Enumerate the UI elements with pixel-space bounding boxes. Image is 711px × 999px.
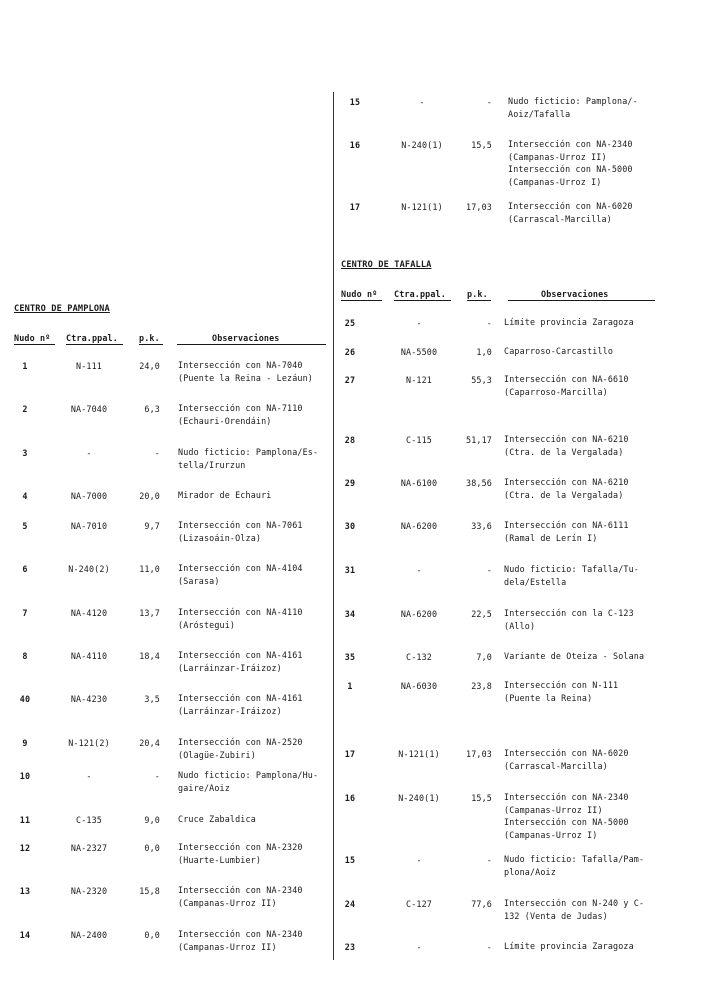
nudo-number: 28 — [344, 435, 356, 445]
nudo-number: 26 — [344, 347, 356, 357]
observation-line: (Carrascal-Marcilla) — [508, 213, 612, 224]
observations — [508, 95, 638, 120]
observation-line: (Olagüe-Zubiri) — [178, 749, 256, 760]
kilometer-point: 51,17 — [466, 435, 492, 445]
nudo-number: 6 — [22, 564, 28, 574]
road-code: - — [86, 448, 92, 458]
observations — [504, 897, 644, 922]
road-code: NA-4230 — [70, 694, 108, 704]
nudo-number: 16 — [344, 793, 356, 803]
observation-line: (Caparroso-Marcilla) — [504, 386, 608, 397]
road-code: N-240(1) — [401, 140, 443, 150]
observation-line: (Puente la Reina) — [504, 692, 593, 703]
header-underline — [139, 344, 163, 345]
observation-line: Intersección con NA-2340 — [508, 139, 633, 149]
kilometer-point: 6,3 — [144, 404, 160, 414]
observations — [504, 476, 629, 501]
kilometer-point: 17,03 — [466, 749, 492, 759]
observation-line: (Ramal de Lerín I) — [504, 532, 598, 543]
nudo-number: 1 — [22, 361, 28, 371]
kilometer-point: 55,3 — [471, 375, 492, 385]
nudo-number: 40 — [19, 694, 31, 704]
observation-line: (Campanas-Urroz II) — [508, 151, 607, 162]
road-code: C-115 — [406, 435, 432, 445]
observation-line: (Campanas-Urroz II) — [504, 804, 603, 815]
nudo-number: 30 — [344, 521, 356, 531]
header-pk: p.k. — [139, 333, 160, 343]
road-code: C-135 — [76, 815, 102, 825]
road-code: - — [86, 771, 92, 781]
road-code: NA-7040 — [70, 404, 108, 414]
observations — [178, 769, 318, 794]
observation-line: Intersección con NA-6210 — [504, 434, 629, 444]
observations — [504, 791, 629, 841]
observations — [504, 373, 629, 398]
road-code: NA-6030 — [400, 681, 438, 691]
kilometer-point: 20,4 — [139, 738, 160, 748]
observation-line: Intersección con NA-6210 — [504, 477, 629, 487]
observations — [178, 446, 318, 471]
road-code: NA-7000 — [70, 491, 108, 501]
observation-line: Caparroso-Carcastillo — [504, 346, 614, 356]
observations — [508, 200, 633, 225]
kilometer-point: 22,5 — [471, 609, 492, 619]
kilometer-point: 13,7 — [139, 608, 160, 618]
header-nudo: Nudo nº — [341, 289, 378, 299]
road-code: NA-4110 — [70, 651, 108, 661]
road-code: NA-2400 — [70, 930, 108, 940]
kilometer-point: 1,0 — [476, 347, 492, 357]
observations — [504, 433, 629, 458]
road-code: NA-5500 — [400, 347, 438, 357]
observations — [178, 402, 303, 427]
header-nudo: Nudo nº — [14, 333, 51, 343]
road-code: C-132 — [406, 652, 432, 662]
nudo-number: 31 — [344, 565, 356, 575]
kilometer-point: 33,6 — [471, 521, 492, 531]
observation-line: (Aróstegui) — [178, 619, 236, 630]
observation-line: (Larráinzar-Iráizoz) — [178, 662, 282, 673]
road-code: N-121(1) — [401, 202, 443, 212]
observations — [178, 489, 271, 502]
kilometer-point: 15,8 — [139, 886, 160, 896]
road-code: - — [416, 565, 422, 575]
observation-line: (Campanas-Urroz I) — [508, 176, 602, 187]
observation-line: Intersección con NA-2340 — [504, 792, 629, 802]
header-underline — [467, 300, 491, 301]
nudo-number: 13 — [19, 886, 31, 896]
nudo-number: 17 — [349, 202, 361, 212]
road-code: N-121 — [406, 375, 432, 385]
kilometer-point: 3,5 — [144, 694, 160, 704]
road-code: NA-2320 — [70, 886, 108, 896]
road-code: - — [416, 855, 422, 865]
kilometer-point: 15,5 — [471, 140, 492, 150]
observation-line: (Ctra. de la Vergalada) — [504, 489, 624, 500]
observation-line: Intersección con NA-2520 — [178, 737, 303, 747]
road-code: - — [416, 942, 422, 952]
observation-line: (Allo) — [504, 620, 536, 631]
kilometer-point: - — [486, 318, 492, 328]
nudo-number: 4 — [22, 491, 28, 501]
nudo-number: 2 — [22, 404, 28, 414]
observation-line: Intersección con NA-5000 — [508, 164, 633, 174]
observation-line: Intersección con NA-7061 — [178, 520, 303, 530]
observations — [178, 884, 303, 909]
kilometer-point: - — [486, 855, 492, 865]
observations — [504, 940, 634, 953]
observation-line: Intersección con NA-6111 — [504, 520, 629, 530]
observation-line: Nudo ficticio: Tafalla/Pam- — [504, 854, 645, 864]
road-code: NA-6100 — [400, 478, 438, 488]
observation-line: Mirador de Echauri — [178, 490, 272, 500]
header-underline — [14, 344, 55, 345]
observations — [504, 747, 629, 772]
observations — [504, 607, 634, 632]
header-observaciones: Observaciones — [541, 289, 609, 299]
observations — [178, 359, 313, 384]
kilometer-point: 23,8 — [471, 681, 492, 691]
observations — [178, 841, 303, 866]
road-code: N-240(2) — [68, 564, 110, 574]
nudo-number: 5 — [22, 521, 28, 531]
nudo-number: 17 — [344, 749, 356, 759]
kilometer-point: - — [486, 942, 492, 952]
section-title-pamplona: CENTRO DE PAMPLONA — [14, 304, 110, 314]
observations — [178, 813, 256, 826]
header-underline — [66, 344, 123, 345]
observations — [504, 519, 629, 544]
observations — [178, 928, 303, 953]
observation-line: (Lizasoáin-Olza) — [178, 532, 262, 543]
nudo-number: 35 — [344, 652, 356, 662]
kilometer-point: 38,56 — [466, 478, 492, 488]
road-code: N-111 — [76, 361, 102, 371]
observation-line: Intersección con NA-6020 — [508, 201, 633, 211]
observation-line: Intersección con N-240 y C- — [504, 898, 645, 908]
observation-line: (Larráinzar-Iráizoz) — [178, 705, 282, 716]
observations — [178, 562, 303, 587]
observation-line: (Huarte-Lumbier) — [178, 854, 262, 865]
observation-line: Nudo ficticio: Pamplona/- — [508, 96, 638, 106]
nudo-number: 24 — [344, 899, 356, 909]
kilometer-point: 24,0 — [139, 361, 160, 371]
kilometer-point: 20,0 — [139, 491, 160, 501]
kilometer-point: 77,6 — [471, 899, 492, 909]
nudo-number: 8 — [22, 651, 28, 661]
nudo-number: 15 — [344, 855, 356, 865]
nudo-number: 9 — [22, 738, 28, 748]
observations — [504, 345, 613, 358]
road-code: - — [419, 97, 425, 107]
kilometer-point: - — [154, 448, 160, 458]
observation-line: dela/Estella — [504, 576, 567, 587]
observation-line: Intersección con NA-4161 — [178, 693, 303, 703]
nudo-number: 10 — [19, 771, 31, 781]
observation-line: Intersección con NA-4110 — [178, 607, 303, 617]
observation-line: Nudo ficticio: Pamplona/Es- — [178, 447, 319, 457]
observation-line: Intersección con NA-4104 — [178, 563, 303, 573]
kilometer-point: 17,03 — [466, 202, 492, 212]
nudo-number: 14 — [19, 930, 31, 940]
observation-line: Nudo ficticio: Pamplona/Hu- — [178, 770, 319, 780]
observation-line: plona/Aoiz — [504, 866, 556, 877]
road-code: NA-6200 — [400, 609, 438, 619]
road-code: NA-6200 — [400, 521, 438, 531]
observation-line: Límite provincia Zaragoza — [504, 941, 634, 951]
nudo-number: 15 — [349, 97, 361, 107]
observation-line: Intersección con NA-6020 — [504, 748, 629, 758]
observation-line: Aoiz/Tafalla — [508, 108, 571, 119]
observation-line: 132 (Venta de Judas) — [504, 910, 608, 921]
observation-line: (Campanas-Urroz II) — [178, 941, 277, 952]
nudo-number: 7 — [22, 608, 28, 618]
observation-line: Intersección con N-111 — [504, 680, 619, 690]
kilometer-point: 18,4 — [139, 651, 160, 661]
kilometer-point: - — [486, 565, 492, 575]
observation-line: Intersección con la C-123 — [504, 608, 634, 618]
observation-line: Intersección con NA-5000 — [504, 817, 629, 827]
header-underline — [177, 344, 326, 345]
observations — [178, 606, 303, 631]
kilometer-point: 7,0 — [476, 652, 492, 662]
road-code: N-240(1) — [398, 793, 440, 803]
header-underline — [394, 300, 451, 301]
observations — [178, 519, 303, 544]
observation-line: (Campanas-Urroz II) — [178, 897, 277, 908]
observation-line: (Sarasa) — [178, 575, 220, 586]
observation-line: Intersección con NA-2340 — [178, 929, 303, 939]
nudo-number: 11 — [19, 815, 31, 825]
observation-line: (Ctra. de la Vergalada) — [504, 446, 624, 457]
observations — [504, 563, 639, 588]
observations — [504, 853, 644, 878]
observations — [508, 138, 633, 188]
nudo-number: 25 — [344, 318, 356, 328]
observation-line: Cruce Zabaldica — [178, 814, 256, 824]
column-divider — [333, 92, 334, 960]
nudo-number: 3 — [22, 448, 28, 458]
observation-line: (Puente la Reina - Lezáun) — [178, 372, 313, 383]
kilometer-point: 15,5 — [471, 793, 492, 803]
road-code: N-121(1) — [398, 749, 440, 759]
road-code: - — [416, 318, 422, 328]
nudo-number: 34 — [344, 609, 356, 619]
kilometer-point: 0,0 — [144, 843, 160, 853]
observations — [178, 649, 303, 674]
header-pk: p.k. — [467, 289, 488, 299]
observation-line: Intersección con NA-7110 — [178, 403, 303, 413]
observations — [504, 316, 634, 329]
kilometer-point: - — [486, 97, 492, 107]
nudo-number: 23 — [344, 942, 356, 952]
header-ctra: Ctra.ppal. — [394, 289, 446, 299]
observation-line: Intersección con NA-7040 — [178, 360, 303, 370]
observations — [504, 650, 644, 663]
road-code: NA-7010 — [70, 521, 108, 531]
nudo-number: 27 — [344, 375, 356, 385]
observation-line: Nudo ficticio: Tafalla/Tu- — [504, 564, 639, 574]
observation-line: Intersección con NA-4161 — [178, 650, 303, 660]
header-underline — [508, 300, 655, 301]
header-observaciones: Observaciones — [212, 333, 280, 343]
observation-line: (Echauri-Orendáin) — [178, 415, 272, 426]
header-ctra: Ctra.ppal. — [66, 333, 118, 343]
nudo-number: 12 — [19, 843, 31, 853]
road-code: NA-4120 — [70, 608, 108, 618]
observations — [178, 736, 303, 761]
observation-line: Intersección con NA-2340 — [178, 885, 303, 895]
observation-line: Intersección con NA-2320 — [178, 842, 303, 852]
observation-line: tella/Irurzun — [178, 459, 246, 470]
observation-line: Límite provincia Zaragoza — [504, 317, 634, 327]
observation-line: Variante de Oteiza - Solana — [504, 651, 645, 661]
header-underline — [341, 300, 382, 301]
nudo-number: 16 — [349, 140, 361, 150]
kilometer-point: 11,0 — [139, 564, 160, 574]
road-code: NA-2327 — [70, 843, 108, 853]
observations — [504, 679, 618, 704]
road-code: N-121(2) — [68, 738, 110, 748]
kilometer-point: - — [154, 771, 160, 781]
kilometer-point: 0,0 — [144, 930, 160, 940]
observation-line: gaire/Aoiz — [178, 782, 230, 793]
observation-line: (Campanas-Urroz I) — [504, 829, 598, 840]
section-title-tafalla: CENTRO DE TAFALLA — [341, 260, 432, 270]
nudo-number: 29 — [344, 478, 356, 488]
observation-line: (Carrascal-Marcilla) — [504, 760, 608, 771]
observation-line: Intersección con NA-6610 — [504, 374, 629, 384]
observations — [178, 692, 303, 717]
kilometer-point: 9,0 — [144, 815, 160, 825]
road-code: C-127 — [406, 899, 432, 909]
nudo-number: 1 — [347, 681, 353, 691]
kilometer-point: 9,7 — [144, 521, 160, 531]
